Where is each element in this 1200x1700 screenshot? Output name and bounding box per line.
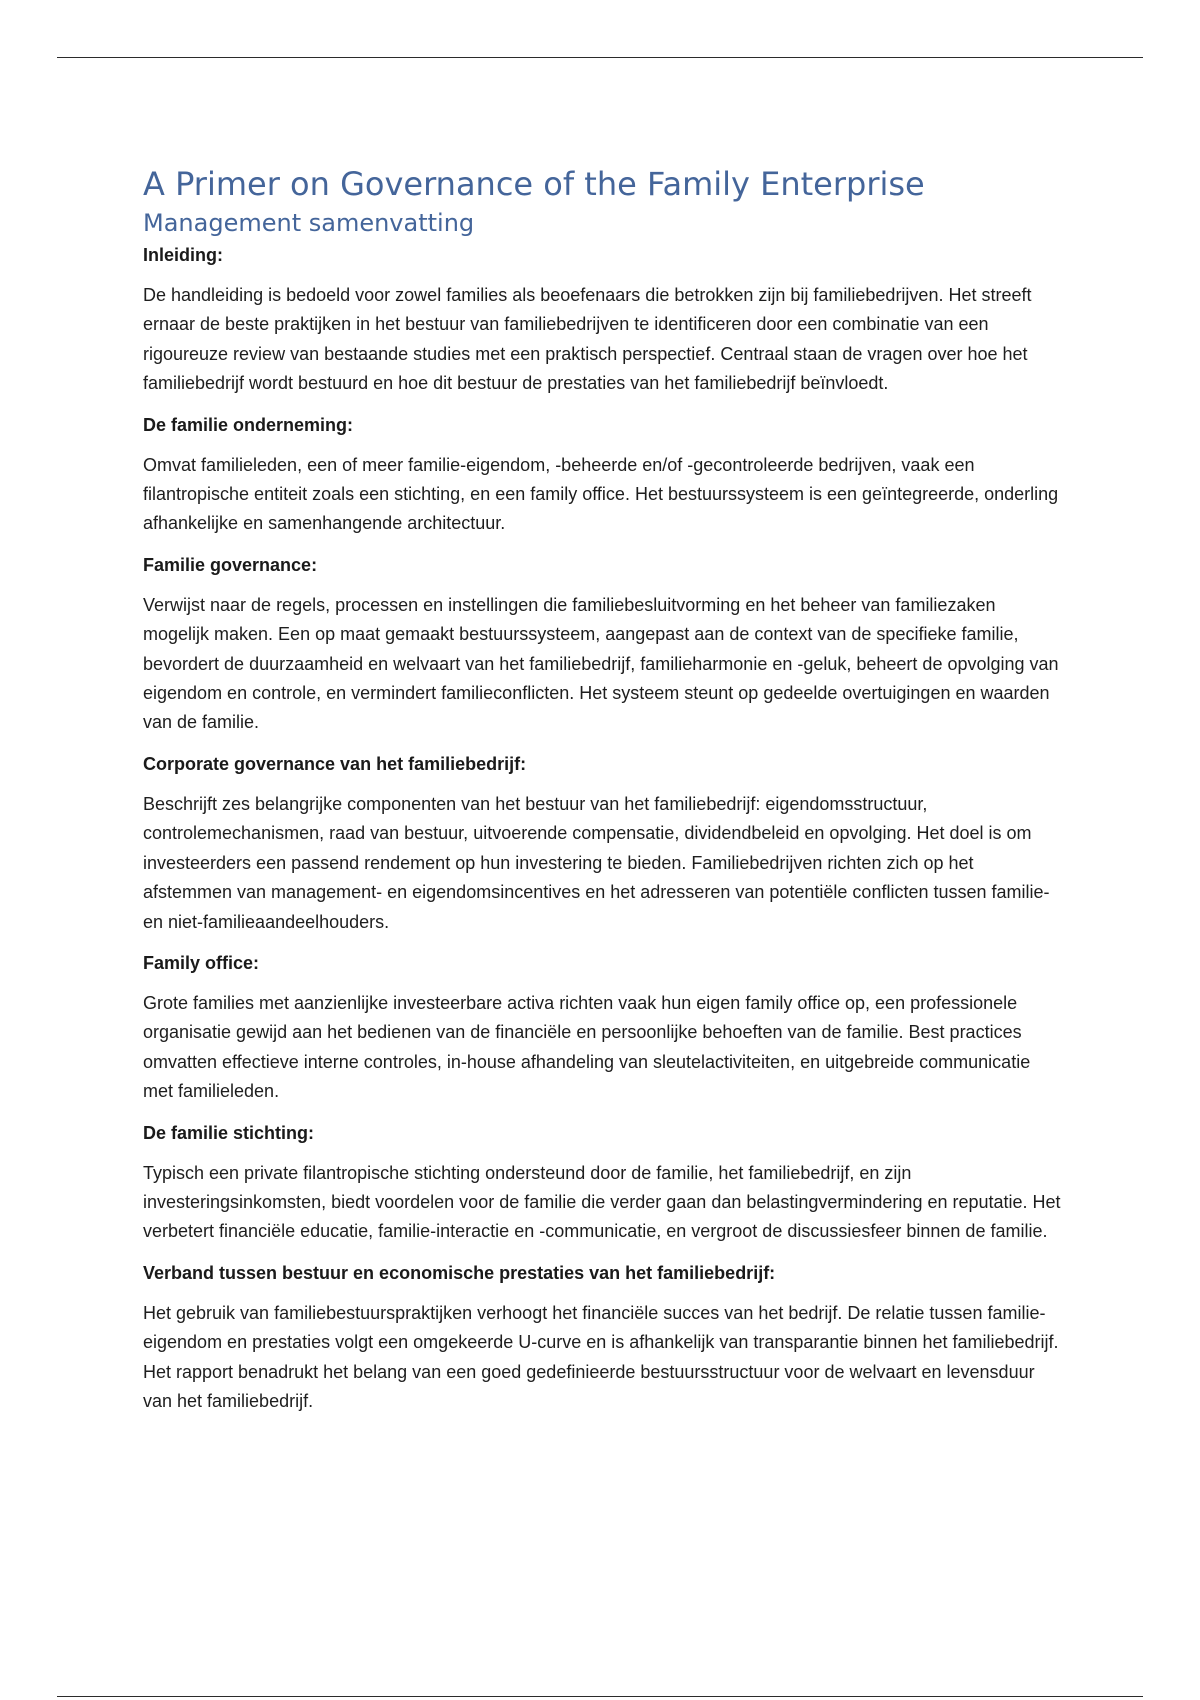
- document-title: A Primer on Governance of the Family Enterprise: [143, 165, 925, 203]
- section-paragraph: Typisch een private filantropische stichting ondersteund door de familie, het familiebedrijf, en zijn investeringsinkomsten, biedt voordelen voor de familie die verder gaan dan belastingvermindering en reputatie. Het verbetert financiële educatie, familie-interactie en -communicatie, en vergroot de discussiesfeer binnen de familie.: [143, 1162, 1061, 1242]
- section-heading: Inleiding:: [143, 245, 223, 265]
- section-family-office: [143, 948, 1063, 1107]
- section-paragraph: Grote families met aanzienlijke investeerbare activa richten vaak hun eigen family office op, een professionele organisatie gewijd aan het bedienen van de financiële en persoonlijke behoeften van de familie. Best practices omvatten effectieve interne controles, in-house afhandeling van sleutelactiviteiten, en uitgebreide communicatie met familieleden.: [143, 992, 1031, 1102]
- top-rule: [57, 57, 1143, 58]
- section-heading: Verband tussen bestuur en economische prestaties van het familiebedrijf:: [143, 1262, 776, 1283]
- section-paragraph: Verwijst naar de regels, processen en instellingen die familiebesluitvorming en het beheer van familiezaken mogelijk maken. Een op maat gemaakt bestuurssysteem, aangepast aan de context van de specifieke familie, bevordert de duurzaamheid en welvaart van het familiebedrijf, familieharmonie en -geluk, beheert de opvolging van eigendom en controle, en vermindert familieconflicten. Het systeem steunt op gedeelde overtuigingen en waarden van de familie.: [143, 594, 1059, 733]
- bottom-rule: [57, 1696, 1143, 1697]
- section-heading: De familie onderneming:: [143, 414, 354, 435]
- section-paragraph: Omvat familieleden, een of meer familie-eigendom, -beheerde en/of -gecontroleerde bedrijven, vaak een filantropische entiteit zoals een stichting, en een family office. Het bestuurssysteem is een geïntegreerde, onderling afhankelijke en samenhangende architectuur.: [143, 454, 1059, 534]
- section-heading: De familie stichting:: [143, 1122, 315, 1143]
- section-familie-stichting: [143, 1118, 1063, 1247]
- section-corporate-governance: [143, 749, 1063, 937]
- section-heading: Family office:: [143, 952, 260, 973]
- section-inleiding: [143, 240, 1063, 399]
- document-subtitle: Management samenvatting: [143, 209, 475, 237]
- section-heading: Familie governance:: [143, 554, 318, 575]
- section-paragraph: Beschrijft zes belangrijke componenten van het bestuur van het familiebedrijf: eigendomsstructuur, controlemechanismen, raad van bestuur, uitvoerende compensatie, dividendbeleid en opvolging. Het doel is om investeerders een passend rendement op hun investering te bieden. Familiebedrijven richten zich op het afstemmen van management- en eigendomsincentives en het adresseren van potentiële conflicten tussen familie- en niet-familieaandeelhouders.: [143, 793, 1050, 932]
- section-paragraph: Het gebruik van familiebestuurspraktijken verhoogt het financiële succes van het bedrijf. De relatie tussen familie-eigendom en prestaties volgt een omgekeerde U-curve en is afhankelijk van transparantie binnen het familiebedrijf. Het rapport benadrukt het belang van een goed gedefinieerde bestuursstructuur voor de welvaart en levensduur van het familiebedrijf.: [143, 1302, 1059, 1411]
- section-heading: Corporate governance van het familiebedrijf:: [143, 753, 527, 774]
- section-paragraph: De handleiding is bedoeld voor zowel families als beoefenaars die betrokken zijn bij familiebedrijven. Het streeft ernaar de beste praktijken in het bestuur van familiebedrijven te identificeren door een combinatie van een rigoureuze review van bestaande studies met een praktisch perspectief. Centraal staan de vragen over hoe het familiebedrijf wordt bestuurd en hoe dit bestuur de prestaties van het familiebedrijf beïnvloedt.: [143, 285, 1032, 394]
- section-bestuur-prestaties: [143, 1258, 1063, 1417]
- section-familie-governance: [143, 550, 1063, 738]
- document-body: [143, 162, 1063, 1416]
- section-familie-onderneming: [143, 410, 1063, 539]
